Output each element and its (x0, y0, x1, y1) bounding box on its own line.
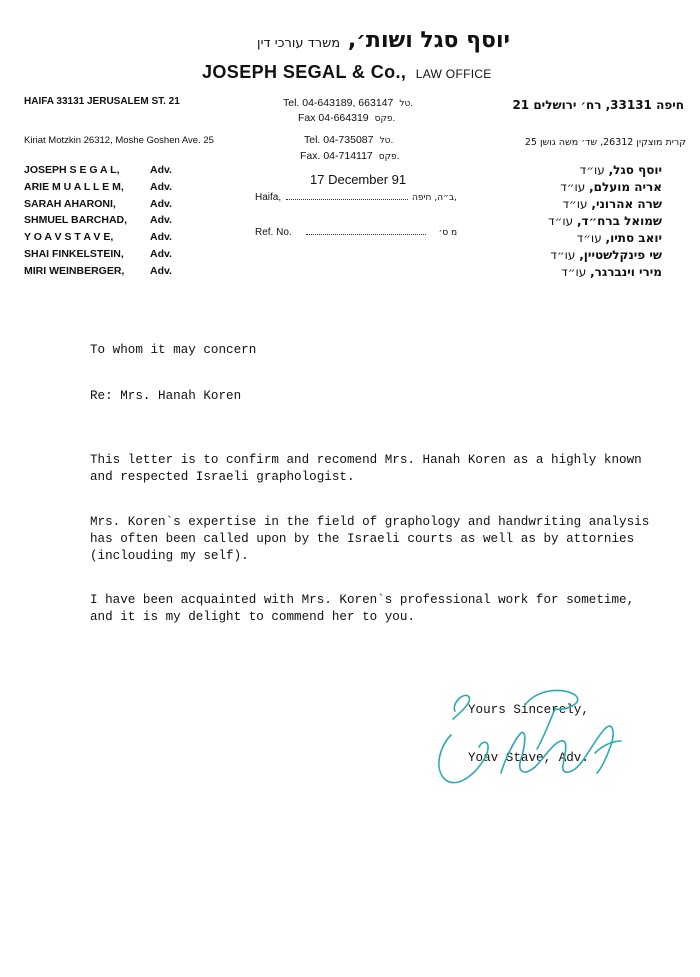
lawyer-row: יוסף סגל, עו״ד (579, 163, 662, 177)
letter-date: 17 December 91 (310, 172, 407, 187)
salutation: To whom it may concern (90, 343, 257, 357)
ref-dotted-line (306, 226, 426, 235)
tel-kiriat: Tel. 04-735087 טל. (304, 134, 394, 146)
lawyers-list-english (24, 162, 172, 280)
ref-label-hebrew: מ ס׳ (438, 228, 458, 238)
lawyer-row: SHAI FINKELSTEIN, Adv. (24, 247, 172, 260)
ref-label: Ref. No. (255, 227, 292, 238)
english-firm-subtitle: LAW OFFICE (415, 67, 492, 81)
paragraph-2: Mrs. Koren`s expertise in the field of graphology and handwriting analysis has often been called upon by the Israeli courts as well as by attornies (inclouding my self). (90, 515, 650, 563)
lawyer-row: שרה אהרוני, עו״ד (562, 197, 662, 211)
fax-kiriat: Fax. 04-714117 פקס. (300, 150, 400, 162)
place-label-hebrew: ב״ה, חיפה, (412, 193, 457, 203)
paragraph-3: I have been acquainted with Mrs. Koren`s professional work for sometime, and it is my delight to commend her to you. (90, 593, 635, 624)
lawyer-row: SARAH AHARONI, Adv. (24, 197, 172, 210)
hebrew-firm-title: יוסף סגל ושות׳, משרד עורכי דין (257, 28, 510, 53)
lawyer-row: שי פינקלשטיין, עו״ד (550, 248, 662, 262)
handwritten-signature (425, 683, 635, 793)
lawyer-row: MIRI WEINBERGER, Adv. (24, 264, 172, 277)
place-label: Haifa, (255, 192, 282, 203)
haifa-address-hebrew: חיפה 33131, רח׳ ירושלים 21 (512, 98, 684, 112)
hebrew-firm-subtitle: משרד עורכי דין (257, 36, 341, 51)
signer-name: Yoav Stave, Adv. (468, 751, 589, 765)
place-field (255, 187, 457, 205)
fax-haifa: Fax 04-664319 פקס. (298, 112, 396, 124)
english-firm-title: JOSEPH SEGAL & Co., LAW OFFICE (202, 62, 492, 82)
haifa-address: HAIFA 33131 JERUSALEM ST. 21 (24, 96, 180, 107)
place-dotted-line (286, 191, 408, 200)
paragraph-1: This letter is to confirm and recomend Mrs. Hanah Koren as a highly known and respected Israeli graphologist. (90, 453, 642, 484)
lawyer-row: מירי וינברגר, עו״ד (561, 265, 662, 279)
lawyer-row: JOSEPH S E G A L, Adv. (24, 164, 172, 176)
ref-field (255, 222, 457, 240)
lawyer-row: אריה מועלם, עו״ד (560, 180, 662, 194)
tel-haifa: Tel. 04-643189, 663147 טל. (283, 97, 414, 109)
lawyer-row: ARIE M U A L L E M, Adv. (24, 180, 172, 193)
lawyers-list-hebrew (548, 162, 662, 281)
lawyer-row: SHMUEL BARCHAD, Adv. (24, 214, 172, 227)
lawyer-row: Y O A V S T A V E, Adv. (24, 231, 172, 244)
kiriat-address: Kiriat Motzkin 26312, Moshe Goshen Ave. 25 (24, 135, 214, 146)
lawyer-row: שמואל ברח״ד, עו״ד (548, 214, 662, 228)
kiriat-address-hebrew: קרית מוצקין 26312, שד׳ משה גושן 25 (524, 137, 686, 148)
closing-line: Yours Sincerely, (468, 703, 589, 717)
re-line: Re: Mrs. Hanah Koren (90, 389, 242, 403)
lawyer-row: יואב סתיו, עו״ד (576, 231, 662, 245)
